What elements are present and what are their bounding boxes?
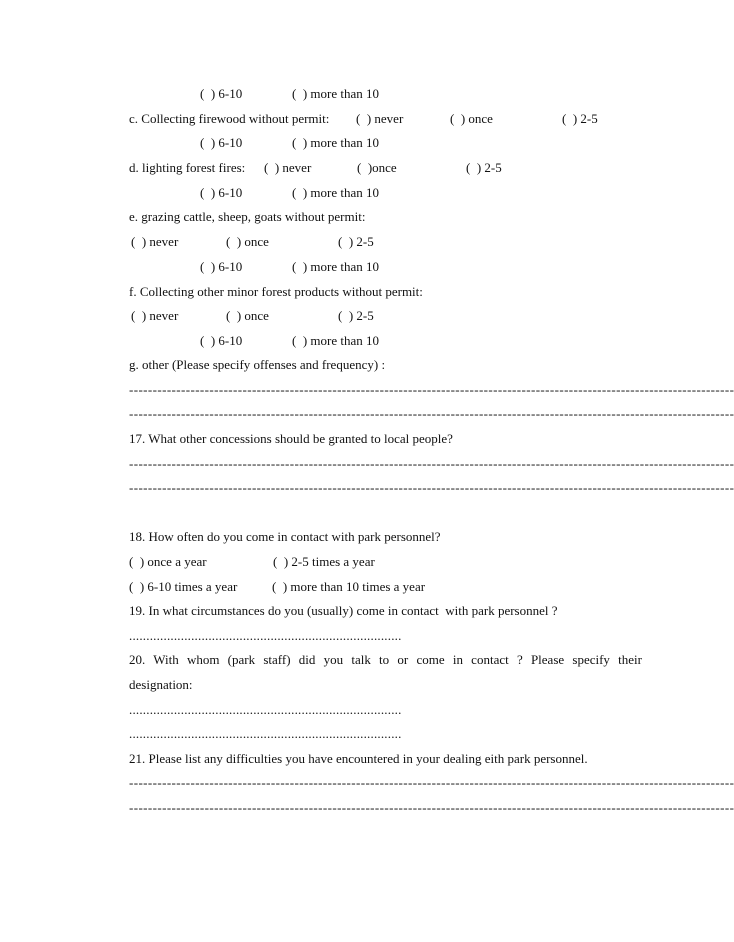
q16e-option-2-5: ( ) 2-5 [338,234,374,249]
q16d-label: d. lighting forest fires: [129,160,246,175]
option-more-than-10: ( ) more than 10 [292,86,380,101]
q16e-option-never: ( ) never [131,234,179,249]
option-6-10: ( ) 6-10 [200,86,243,101]
dotted-answer-line: ............................................................................... [129,702,402,717]
q16c-option-never: ( ) never [356,111,404,126]
q16e-option-more-than-10: ( ) more than 10 [292,259,380,274]
q16d-option-2-5: ( ) 2-5 [466,160,502,175]
q20-question-line1: 20. With whom (park staff) did you talk to or come in contact ? Please specify their [129,652,642,667]
q16f-option-6-10: ( ) 6-10 [200,333,243,348]
answer-line: -------------------------------------------------------------------------------------------------------------------------------- [129,800,734,815]
answer-line: -------------------------------------------------------------------------------------------------------------------------------- [129,382,734,397]
q16c-option-once: ( ) once [450,111,493,126]
q17-question: 17. What other concessions should be granted to local people? [129,431,453,446]
q16d-option-6-10: ( ) 6-10 [200,185,243,200]
q16f-option-never: ( ) never [131,308,179,323]
dotted-answer-line: ............................................................................... [129,628,402,643]
q16c-label: c. Collecting firewood without permit: [129,111,330,126]
q21-question: 21. Please list any difficulties you have encountered in your dealing eith park personnel. [129,751,588,766]
q16c-option-6-10: ( ) 6-10 [200,135,243,150]
q16g-label: g. other (Please specify offenses and frequency) : [129,357,386,372]
answer-line: -------------------------------------------------------------------------------------------------------------------------------- [129,406,734,421]
q20-question-line2: designation: [129,677,193,692]
q16e-option-once: ( ) once [226,234,269,249]
q16f-option-once: ( ) once [226,308,269,323]
q16e-label: e. grazing cattle, sheep, goats without permit: [129,209,366,224]
q18-question: 18. How often do you come in contact with park personnel? [129,529,441,544]
q16f-option-2-5: ( ) 2-5 [338,308,374,323]
answer-line: -------------------------------------------------------------------------------------------------------------------------------- [129,775,734,790]
q16e-option-6-10: ( ) 6-10 [200,259,243,274]
answer-line: -------------------------------------------------------------------------------------------------------------------------------- [129,480,734,495]
q18-option-more-than-10-times: ( ) more than 10 times a year [272,579,426,594]
q16c-option-2-5: ( ) 2-5 [562,111,598,126]
answer-line: -------------------------------------------------------------------------------------------------------------------------------- [129,456,734,471]
q16d-option-more-than-10: ( ) more than 10 [292,185,380,200]
q18-option-6-10-times: ( ) 6-10 times a year [129,579,238,594]
q18-option-once-a-year: ( ) once a year [129,554,207,569]
q16f-label: f. Collecting other minor forest products without permit: [129,284,423,299]
q16c-option-more-than-10: ( ) more than 10 [292,135,380,150]
q16d-option-once: ( )once [357,160,397,175]
q16f-option-more-than-10: ( ) more than 10 [292,333,380,348]
q16d-option-never: ( ) never [264,160,312,175]
q18-option-2-5-times: ( ) 2-5 times a year [273,554,375,569]
q19-question: 19. In what circumstances do you (usually) come in contact with park personnel ? [129,603,558,618]
dotted-answer-line: ............................................................................... [129,726,402,741]
